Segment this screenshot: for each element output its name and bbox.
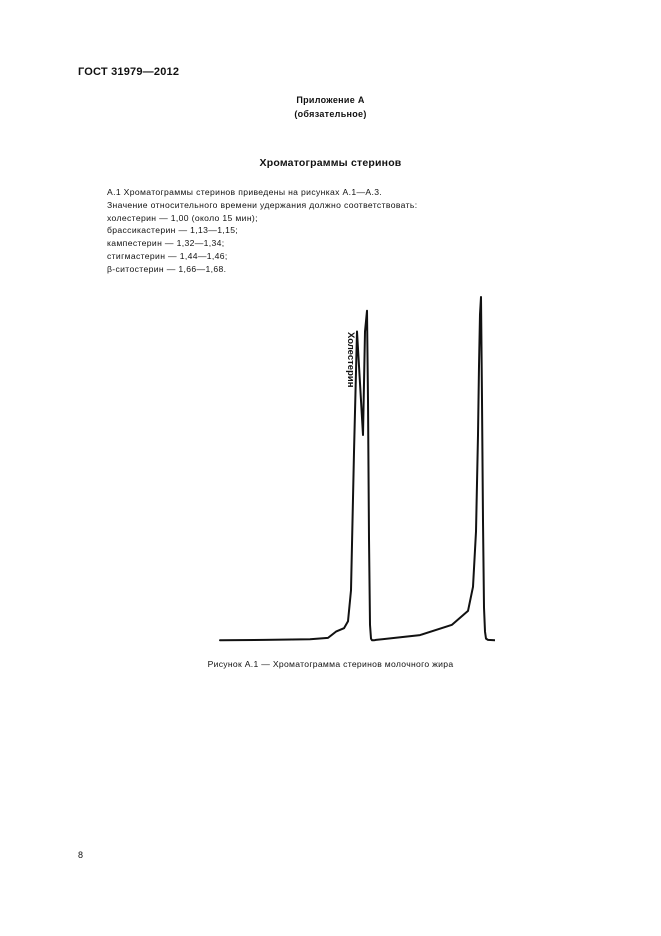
document-number: ГОСТ 31979—2012 [78, 66, 180, 78]
annex-title: Приложение А [296, 95, 365, 105]
body-line: β-ситостерин — 1,66—1,68. [107, 263, 227, 274]
body-line: брассикастерин — 1,13—1,15; [107, 225, 239, 236]
chromatogram-chart [205, 292, 495, 652]
body-line: А.1 Хроматограммы стеринов приведены на рисунках А.1—А.3. [107, 187, 383, 197]
peak-label-cholesterol: Холестерин [345, 332, 356, 388]
body-line: кампестерин — 1,32—1,34; [107, 238, 225, 249]
annex-status: (обязательное) [294, 109, 367, 119]
chromatogram-trace [220, 297, 495, 640]
body-line: Значение относительного времени удержания должно соответствовать: [107, 199, 418, 210]
body-text [107, 186, 417, 276]
body-line: стигмастерин — 1,44—1,46; [107, 250, 228, 261]
page-number: 8 [78, 850, 84, 860]
body-line: холестерин — 1,00 (около 15 мин); [107, 212, 258, 223]
section-title: Хроматограммы стеринов [259, 157, 402, 169]
figure-caption: Рисунок А.1 — Хроматограмма стеринов молочного жира [207, 659, 454, 669]
